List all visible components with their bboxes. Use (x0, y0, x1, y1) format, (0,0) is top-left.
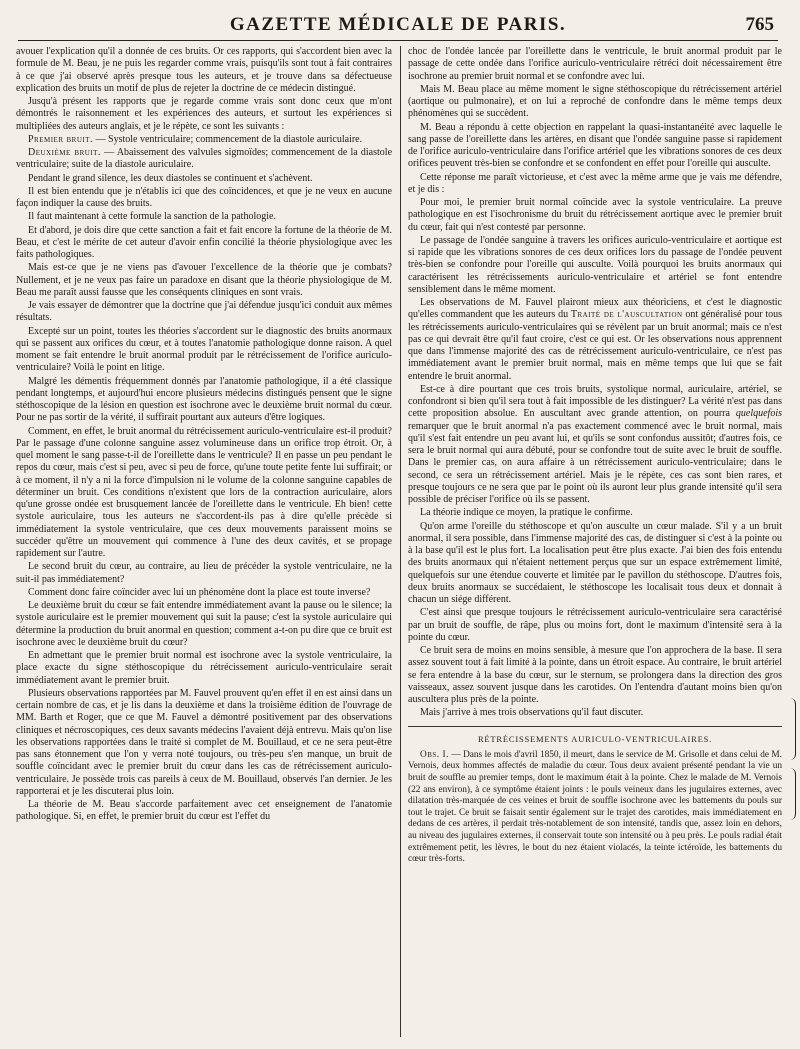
paragraph: Pendant le grand silence, les deux diastoles se continuent et s'achèvent. (28, 172, 313, 184)
paragraph: Pour moi, le premier bruit normal coïncide avec la systole ventriculaire. La preuve pathologique en est l'isochronisme du bruit du rétrécissement aortique avec le premier bruit du cœur, fait qui n'est contesté par personne. (408, 197, 782, 233)
emphasis: quelquefois (735, 408, 782, 420)
paragraph: Mais M. Beau place au même moment le signe stéthoscopique du rétrécissement artériel (aortique ou pulmonaire), et on lui a reproché de confondre dans le même temps deux phénomènes qui se succèdent. (408, 83, 782, 120)
paragraph-text: — Systole ventriculaire; commencement de la diastole auriculaire. (95, 133, 363, 145)
paragraph: Malgré les démentis fréquemment donnés par l'anatomie pathologique, il a été classique pendant longtemps, et aujourd'hui encore plusieurs médecins distingués pensent que le signe stéthoscopique de la lésion en question est isochrone avec le deuxième bruit normal du cœur. Pour ne pas sortir de la vérité, il suffirait pourtant aux auteurs d'être logiques. (16, 375, 392, 424)
paragraph-text: ont généralisé pour tous les rétrécissements auriculo-ventriculaires qui se révèlent par un bruit anormal; mais ce n'est pas ce qui devrait être qu'il faut croire, c'est ce qui est. Or les observations nous apprennent que dans l'immense majorité des cas de rétrécissement auriculo-ventriculaire, ce n'est pas immédiatement avant le premier bruit normal, mais en même temps que lui que se fait entendre le bruit anormal. (408, 309, 782, 382)
paragraph: C'est ainsi que presque toujours le rétrécissement auriculo-ventriculaire sera caractérisé par un bruit de souffle, de râpe, plus ou moins fort, dont le maximum d'intensité sera à la pointe du cœur. (408, 607, 782, 643)
paragraph: Excepté sur un point, toutes les théories s'accordent sur le diagnostic des bruits anormaux qui se passent aux orifices du cœur, et à toutes l'anatomie pathologique donne raison. A quel moment se fait entendre le bruit anormal produit par le rétrécissement de l'orifice auriculo-ventriculaire? Voilà le point en litige. (16, 325, 392, 374)
observation-label: Obs. I. (420, 749, 449, 760)
paragraph (408, 297, 782, 383)
paragraph (16, 134, 392, 146)
paragraph-text: remarquer que le bruit anormal n'a pas exactement commencé avec le bruit normal, mais qu'il s'est fait entendre un peu avant lui, et qu'ils se sont confondus aussitôt; d'autres fois, ce sera le bruit normal qui aura débuté, pour se confondre tout de suite avec le bruit de souffle. Dans le premier cas, on aura affaire à un rétrécissement auriculo-ventriculaire; dans le second, ce sera un rétrécissement artériel. Mais je le répète, ces cas sont bien rares, et presque toujours ce ne sera que par le point où ils auront leur plus grande intensité qu'il sera possible de préciser l'orifice où ils se passent. (408, 420, 782, 505)
paragraph: Comment donc faire coïncider avec lui un phénomène dont la place est toute inverse? (28, 586, 371, 598)
paragraph: Cette réponse me paraît victorieuse, et c'est avec la même arme que je vais me défendre, et je dis : (408, 171, 782, 195)
margin-bracket (789, 698, 796, 760)
paragraph: Et d'abord, je dois dire que cette sanction a fait et fait encore la fortune de la théorie de M. Beau, et c'est le mérite de cet auteur d'avoir enfin concilié la théorie physiologique avec les faits pathologiques. (16, 224, 392, 260)
margin-bracket (789, 768, 796, 820)
journal-title: GAZETTE MÉDICALE DE PARIS. (229, 14, 567, 35)
paragraph-text: Est-ce à dire pourtant que ces trois bruits, systolique normal, auriculaire, artériel, se confondront si bien qu'il sera tout à fait impossible de les distinguer? La vérité n'est pas dans cette proposition absolue. En auscultant avec grande attention, on pourra (408, 383, 782, 420)
paragraph: En admettant que le premier bruit normal est isochrone avec la systole ventriculaire, la place exacte du signe stéthoscopique du rétrécissement auriculo-ventriculaire serait immédiatement avant le premier bruit. (16, 650, 392, 686)
paragraph: La théorie de M. Beau s'accorde parfaitement avec cet enseignement de l'anatomie pathologique. Si, en effet, le premier bruit du cœur est l'effet du (16, 799, 392, 823)
paragraph: choc de l'ondée lancée par l'oreillette dans le ventricule, le bruit anormal produit par le passage de cette ondée dans l'orifice auriculo-ventriculaire rétréci doit nécessairement être isochrone au premier bruit normal et se confondre avec lui. (408, 46, 782, 82)
paragraph (16, 147, 392, 172)
page-header (18, 10, 778, 41)
paragraph: La théorie indique ce moyen, la pratique le confirme. (420, 507, 633, 519)
observation-paragraph (408, 750, 782, 866)
book-title: Traité de l'auscultation (570, 309, 683, 321)
page-number: 765 (745, 14, 774, 35)
paragraph: M. Beau a répondu à cette objection en rappelant la quasi-instantanéité avec laquelle le sang passe de l'oreillette dans les artères, en disant que l'ondée sanguine passe si rapidement de l'orifice auriculo-ventriculaire dans l'orifice artériel que les vibrations sonores de ces deux orifices peuvent très-bien se confondre et se confondent en effet pour l'oreille qui ausculte. (408, 121, 782, 170)
section-title: RÉTRÉCISSEMENTS AURICULO-VENTRICULAIRES. (408, 726, 782, 745)
left-column (16, 46, 392, 1041)
paragraph-text: Les observations de M. Fauvel plairont mieux aux théoriciens, et c'est le diagnostic qu'elles commandent que les auteurs du (408, 297, 782, 321)
paragraph: Jusqu'à présent les rapports que je regarde comme vrais sont donc ceux que m'ont démontrés le raisonnement et les expériences des auteurs, et surtout les expériences si multipliées des auteurs anglais, et je le répète, ce sont les suivants : (16, 96, 392, 132)
paragraph-text: — Abaissement des valvules sigmoïdes; commencement de la diastole ventriculaire; suite de la diastole auriculaire. (16, 147, 392, 171)
paragraph: Le second bruit du cœur, au contraire, au lieu de précéder la systole ventriculaire, ne la suit-il pas immédiatement? (16, 561, 392, 585)
paragraph: Il faut maintenant à cette formule la sanction de la pathologie. (28, 211, 276, 223)
paragraph: Le passage de l'ondée sanguine à travers les orifices auriculo-ventriculaire et aortique est si rapide que les vibrations sonores de ces deux orifices lors du passage de l'ondée peuvent très-bien se confondre pour l'oreille qui ausculte. Voilà pourquoi les bruits anormaux qui caractérisent les rétrécissements auriculo-ventriculaire et artériel se font entendre sensiblement dans le même moment. (408, 234, 782, 295)
paragraph: Mais est-ce que je ne viens pas d'avouer l'excellence de la théorie que je combats? Nullement, et je ne veux pas faire un paradoxe en disant que la théorie physiologique de M. Beau me paraît aussi fausse que les conséquents cliniques en sont vrais. (16, 262, 392, 298)
paragraph: Mais j'arrive à mes trois observations qu'il faut discuter. (420, 707, 644, 719)
paragraph: avouer l'explication qu'il a donnée de ces bruits. Or ces rapports, qui s'accordent bien avec la formule de M. Beau, je ne puis les regarder comme vrais, puisqu'ils sont tout à fait contraires à ce que j'ai observé après presque tous les auteurs, et je trouve dans sa défectueuse explication des bruits un motif de plus de rejeter la doctrine de ce médecin distingué. (16, 46, 392, 94)
paragraph: Ce bruit sera de moins en moins sensible, à mesure que l'on approchera de la base. Il sera assez souvent tout à fait limité à la pointe, dans un étroit espace. Au contraire, le bruit artériel se fera entendre à la base du cœur, sur le sternum, se prolongera dans la direction des gros vaisseaux, assez souvent jusque dans les carotides. On l'entendra d'autant moins bien qu'on auscultera plus près de la pointe. (408, 645, 782, 705)
paragraph-text: — Dans le mois d'avril 1850, il meurt, dans le service de M. Grisolle et dans celui de M. Vernois, deux hommes affectés de maladie du cœur. Tous deux avaient présenté pendant la vie un bruit de souffle au premier temps, dont le maximum était à la pointe. Chez le malade de M. Vernois (22 ans environ), à ce symptôme étaient joints : le pouls veineux dans les jugulaires externes, avec dilatation très-marquée de ces veines et bruit de souffle isochrone avec les battements du pouls sur tout le trajet. Ce bruit se faisait sentir également sur le trajet des carotides, mais immédiatement en dedans de ces artères, il perdait très-notablement de son intensité, tandis que, assez loin en dehors, au niveau des jugulaires externes, il conservait toute son intensité ou à peu près. Le pouls radial était extrêmement petit, les lèvres, le bout du nez étaient violacés, la teinte ictéroïde, les battements du cœur très-forts. (408, 749, 782, 865)
right-column (408, 46, 782, 1041)
column-divider (400, 46, 401, 1037)
paragraph: Qu'on arme l'oreille du stéthoscope et qu'on ausculte un cœur malade. S'il y a un bruit anormal, il sera possible, dans l'immense majorité des cas, de distinguer si c'est à la pointe ou à la base qu'il est le plus fort. La localisation peut être plus exacte. J'ai bien des fois entendu des bruits anormaux qui n'étaient nettement perçus que sur un espace extrêmement limité, quelquefois sur une étendue couverte et limitée par le pavillon du stéthoscope. D'autres fois, deux bruits anormaux se succédaient, le stéthoscope les localisait tous deux et donnait à chacun un siége différent. (408, 520, 782, 605)
paragraph: Je vais essayer de démontrer que la doctrine que j'ai défendue jusqu'ici conduit aux mêmes résultats. (16, 300, 392, 324)
paragraph: Le deuxième bruit du cœur se fait entendre immédiatement avant la pause ou le silence; la systole auriculaire est le premier mouvement qui suit la pause; c'est la systole auriculaire qui détermine la production du bruit anormal en question; comment a-t-on pu dire que ce bruit est isochrone avec le deuxième bruit du cœur? (16, 600, 392, 648)
paragraph: Plusieurs observations rapportées par M. Fauvel prouvent qu'en effet il en est ainsi dans un certain nombre de cas, et je lis dans la deuxième et dans la troisième édition de l'ouvrage de MM. Barth et Roger, que ce que M. Fauvel a démontré positivement par des observations cliniques et nécroscopiques, ces deux savants médecins l'avaient déjà entrevu. Mais qu'on lise les observations rapportées dans le traité si complet de M. Bouillaud, et ce ne sera peut-être pas sans étonnement que l'on y verra noté toujours, ou très-peu s'en manque, un bruit de souffle coïncidant avec le premier bruit du cœur dans les cas de rétrécissement auriculo-ventriculaire. Je possède trois cas pareils à ceux de M. Bouillaud, observés l'an dernier. Je les rapporterai et je les discuterai plus loin. (16, 687, 392, 797)
paragraph (408, 384, 782, 507)
paragraph: Il est bien entendu que je n'établis ici que des coïncidences, et que je ne veux en aucune façon indiquer la cause des bruits. (16, 185, 392, 209)
second-sound-label: Deuxième bruit. (28, 147, 101, 158)
first-sound-label: Premier bruit. (28, 133, 94, 145)
paragraph: Comment, en effet, le bruit anormal du rétrécissement auriculo-ventriculaire est-il produit? Par le passage d'une colonne sanguine assez volumineuse dans un orifice trop étroit. Or, à quel moment le sang passe-t-il de l'oreillette dans le ventricule? Il en passe un peu pendant le repos du cœur, mais c'est si peu, avec si peu de force, qu'une toute petite fente lui suffirait; or à ce moment, il n'y a ni la force d'impulsion ni le volume de la colonne sanguine capables de déterminer un bruit. Ces conditions n'existent que lors de la contraction auriculaire, alors qu'une grosse ondée est brusquement lancée de l'oreillette dans le ventricule. Eh bien! cette systole auriculaire, tous les auteurs ne s'accordent-ils pas à dire qu'elle précède si immédiatement la systole ventriculaire, que ces deux mouvements paraissent moins se succéder qu'être un mouvement qui commence à l'une des deux cavités, et se propage rapidement sur l'autre. (16, 425, 392, 559)
